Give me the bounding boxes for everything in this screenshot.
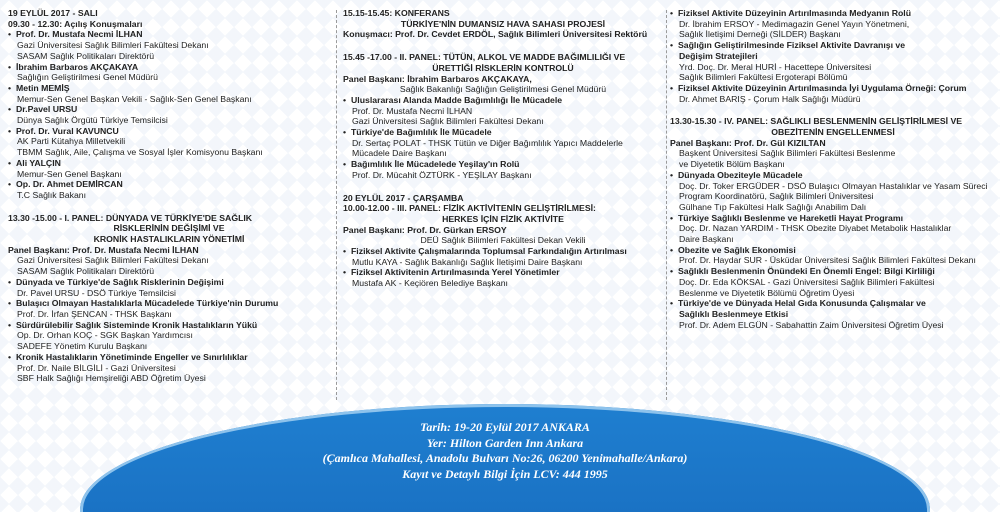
program-bullet-item: • Prof. Dr. Mustafa Necmi İLHAN (8, 29, 330, 40)
program-bullet-item: • Bulaşıcı Olmayan Hastalıklarla Mücadelede Türkiye'nin Durumu (8, 298, 330, 309)
program-bullet-item: • Prof. Dr. Vural KAVUNCU (8, 126, 330, 137)
program-bullet-item: • Ali YALÇIN (8, 158, 330, 169)
program-bullet-item: • Sağlığın Geliştirilmesinde Fiziksel Aktivite Davranışı ve (670, 40, 996, 51)
program-heading: Panel Başkanı: Prof. Dr. Mustafa Necmi İLHAN (8, 244, 199, 255)
program-bullet-item: • Türkiye'de ve Dünyada Helal Gıda Konusunda Çalışmalar ve (670, 298, 996, 309)
program-line: Mücadele Daire Başkanı (352, 148, 447, 159)
program-section (8, 8, 330, 201)
program-bullet-item: • Sağlıklı Beslenmenin Önündeki En Önemli Engel: Bilgi Kirliliği (670, 266, 996, 277)
program-line: ve Diyetetik Bölüm Başkanı (679, 159, 785, 170)
program-bullet-item: • Obezite ve Sağlık Ekonomisi (670, 245, 996, 256)
program-line: Gazi Üniversitesi Sağlık Bilimleri Fakültesi Dekanı (17, 40, 209, 51)
program-line: Başkent Üniversitesi Sağlık Bilimleri Fakültesi Beslenme (679, 148, 896, 159)
program-bullet-item: • Türkiye Sağlıklı Beslenme ve Hareketli Hayat Programı (670, 213, 996, 224)
program-section (343, 193, 663, 289)
program-heading: 09.30 - 12.30: Açılış Konuşmaları (8, 18, 143, 29)
program-line: Beslenme ve Diyetetik Bölümü Öğretim Üyesi (679, 287, 855, 298)
program-line: Dünya Sağlık Örgütü Türkiye Temsilcisi (17, 115, 168, 126)
program-line: Doç. Dr. Nazan YARDIM - THSK Obezite Diyabet Metabolik Hastalıklar (679, 223, 952, 234)
registration-contact: Kayıt ve Detaylı Bilgi İçin LCV: 444 1995 (402, 466, 608, 481)
program-line: Op. Dr. Orhan KOÇ - SGK Başkan Yardımcısı (17, 330, 193, 341)
event-venue: Yer: Hilton Garden Inn Ankara (426, 435, 584, 450)
program-line: Dr. İbrahim ERSOY - Medimagazin Genel Yayın Yönetmeni, (679, 18, 910, 29)
program-heading: 15.15-15.45: KONFERANS (343, 8, 450, 18)
program-line: Prof. Dr. İrfan ŞENCAN - THSK Başkanı (17, 308, 172, 319)
program-heading: Konuşmacı: Prof. Dr. Cevdet ERDÖL, Sağlık Bilimleri Üniversitesi Rektörü (343, 29, 648, 40)
program-line: Gülhane Tıp Fakültesi Halk Sağlığı Anabilim Dalı (679, 201, 867, 212)
program-heading: TÜRKİYE'NİN DUMANSIZ HAVA SAHASI PROJESİ (400, 18, 606, 29)
program-heading: HERKES İÇİN FİZİK AKTİVİTE (442, 213, 564, 224)
program-line: Doç. Dr. Eda KÖKSAL - Gazi Üniversitesi Sağlık Bilimleri Fakültesi (679, 276, 935, 287)
program-section (8, 213, 330, 384)
program-section (670, 116, 996, 330)
program-section (670, 8, 996, 104)
program-column-1 (8, 8, 330, 396)
program-column-3 (670, 8, 996, 342)
program-line: Prof. Dr. Naile BİLGİLİ - Gazi Üniversitesi (17, 362, 176, 373)
program-line: T.C Sağlık Bakanı (17, 189, 87, 200)
footer-info (150, 420, 860, 482)
program-bullet-item: • İbrahim Barbaros AKÇAKAYA (8, 62, 330, 73)
program-line: Daire Başkanı (679, 234, 734, 245)
program-line: Sağlık Bakanlığı Sağlığın Geliştirilmesi Genel Müdürü (399, 84, 607, 95)
program-bullet-item: • Metin MEMİŞ (8, 83, 330, 94)
program-line: Memur-Sen Genel Başkanı (17, 168, 122, 179)
program-line: Memur-Sen Genel Başkan Vekili - Sağlık-Sen Genel Başkanı (17, 93, 252, 104)
program-heading: Sağlıklı Beslenmeye Etkisi (679, 308, 789, 319)
program-line: Dr. Sertaç POLAT - THSK Tütün ve Diğer Bağımlılık Yapıcı Maddelerle (352, 137, 623, 148)
program-heading: 13.30-15.30 - IV. PANEL: SAĞLIKLI BESLENMENİN GELİŞTİRİLMESİ VE (670, 116, 963, 127)
program-line: Mustafa AK - Keçiören Belediye Başkanı (352, 278, 508, 289)
program-bullet-item: • Türkiye'de Bağımlılık İle Mücadele (343, 127, 663, 138)
program-bullet-item: • Uluslararası Alanda Madde Bağımlılığı İle Mücadele (343, 95, 663, 106)
program-heading: 15.45 -17.00 - II. PANEL: TÜTÜN, ALKOL VE MADDE BAĞIMLILIĞI VE (343, 52, 626, 63)
program-heading: KRONİK HASTALIKLARIN YÖNETİMİ (93, 234, 245, 245)
program-section (343, 8, 663, 40)
program-line: SASAM Sağlık Politikaları Direktörü (17, 50, 155, 61)
program-line: Gazi Üniversitesi Sağlık Bilimleri Fakültesi Dekanı (17, 255, 209, 266)
program-bullet-item: • Fiziksel Aktivitenin Artırılmasında Yerel Yönetimler (343, 267, 663, 278)
program-line: Dr. Ahmet BARIŞ - Çorum Halk Sağlığı Müdürü (679, 93, 861, 104)
program-line: SBF Halk Sağlığı Hemşireliği ABD Öğretim Üyesi (17, 373, 206, 384)
program-line: Mutlu KAYA - Sağlık Bakanlığı Sağlık İletişimi Daire Başkanı (352, 256, 583, 267)
program-heading: OBEZİTENİN ENGELLENMESİ (771, 127, 895, 138)
program-bullet-item: • Dünyada Obeziteyle Mücadele (670, 170, 996, 181)
program-bullet-item: • Kronik Hastalıkların Yönetiminde Engeller ve Sınırlılıklar (8, 352, 330, 363)
program-heading: Panel Başkanı: Prof. Dr. Gül KIZILTAN (670, 137, 826, 148)
program-heading: 20 EYLÜL 2017 - ÇARŞAMBA (343, 192, 464, 203)
program-bullet-item: • Sürdürülebilir Sağlık Sisteminde Kronik Hastalıkların Yükü (8, 320, 330, 331)
program-heading: RİSKLERİNİN DEĞİŞİMİ VE (113, 223, 225, 234)
program-line: Prof. Dr. Mücahit ÖZTÜRK - YEŞİLAY Başkanı (352, 169, 532, 180)
program-heading: 19 EYLÜL 2017 - SALI (8, 8, 98, 18)
column-divider (336, 10, 337, 400)
program-line: DEÜ Sağlık Bilimleri Fakültesi Dekan Vekili (420, 235, 586, 246)
program-heading: ÜRETTİĞİ RİSKLERİN KONTROLÜ (432, 62, 574, 73)
program-section (343, 52, 663, 180)
program-bullet-item: • Fiziksel Aktivite Düzeyinin Artırılmasında Medyanın Rolü (670, 8, 996, 19)
program-bullet-item: • Op. Dr. Ahmet DEMİRCAN (8, 179, 330, 190)
program-heading: Panel Başkanı: Prof. Dr. Gürkan ERSOY (343, 224, 507, 235)
program-line: Sağlık Bilimleri Fakültesi Ergoterapi Bölümü (679, 72, 848, 83)
program-line: Sağlık İletişimi Derneği (SİLDER) Başkanı (679, 29, 841, 40)
program-line: Gazi Üniversitesi Sağlık Bilimleri Fakültesi Dekanı (352, 116, 544, 127)
program-heading: 13.30 -15.00 - I. PANEL: DÜNYADA VE TÜRKİYE'DE SAĞLIK (8, 212, 253, 223)
program-column-2 (343, 8, 663, 301)
program-bullet-item: • Fiziksel Aktivite Çalışmalarında Toplumsal Farkındalığın Artırılması (343, 246, 663, 257)
program-line: Doç. Dr. Toker ERGÜDER - DSÖ Bulaşıcı Olmayan Hastalıklar ve Yasam Süreci (679, 180, 988, 191)
program-bullet-item: • Fiziksel Aktivite Düzeyinin Artırılmasında İyi Uygulama Örneği: Çorum (670, 83, 996, 94)
program-line: Sağlığın Geliştirilmesi Genel Müdürü (17, 72, 158, 83)
program-bullet-item: • Dr.Pavel URSU (8, 104, 330, 115)
program-heading: Değişim Stratejileri (679, 50, 758, 61)
event-date: Tarih: 19-20 Eylül 2017 ANKARA (420, 420, 590, 434)
program-line: Program Koordinatörü, Sağlık Bilimleri Üniversitesi (679, 191, 874, 202)
program-bullet-item: • Dünyada ve Türkiye'de Sağlık Risklerinin Değişimi (8, 277, 330, 288)
program-heading: Panel Başkanı: İbrahim Barbaros AKÇAKAYA, (343, 73, 532, 84)
program-line: AK Parti Kütahya Milletvekili (17, 136, 126, 147)
column-divider (666, 10, 667, 400)
program-line: Prof. Dr. Haydar SUR - Üsküdar Üniversitesi Sağlık Bilimleri Fakültesi Dekanı (679, 255, 976, 266)
program-line: Prof. Dr. Adem ELGÜN - Sabahattin Zaim Üniversitesi Öğretim Üyesi (679, 319, 944, 330)
program-line: SADEFE Yönetim Kurulu Başkanı (17, 341, 148, 352)
program-line: TBMM Sağlık, Aile, Çalışma ve Sosyal İşler Komisyonu Başkanı (17, 147, 263, 158)
program-line: Dr. Pavel URSU - DSÖ Türkiye Temsilcisi (17, 287, 176, 298)
program-line: Yrd. Doç. Dr. Meral HURİ - Hacettepe Üniversitesi (679, 61, 872, 72)
event-address: (Çamlıca Mahallesi, Anadolu Bulvarı No:26, 06200 Yenimahalle/Ankara) (322, 451, 688, 465)
program-line: SASAM Sağlık Politikaları Direktörü (17, 266, 155, 277)
program-bullet-item: • Bağımlılık İle Mücadelede Yeşilay'ın Rolü (343, 159, 663, 170)
program-line: Prof. Dr. Mustafa Necmi İLHAN (352, 105, 473, 116)
program-heading: 10.00-12.00 - III. PANEL: FİZİK AKTİVİTENİN GELİŞTİRİLMESİ: (343, 203, 596, 214)
